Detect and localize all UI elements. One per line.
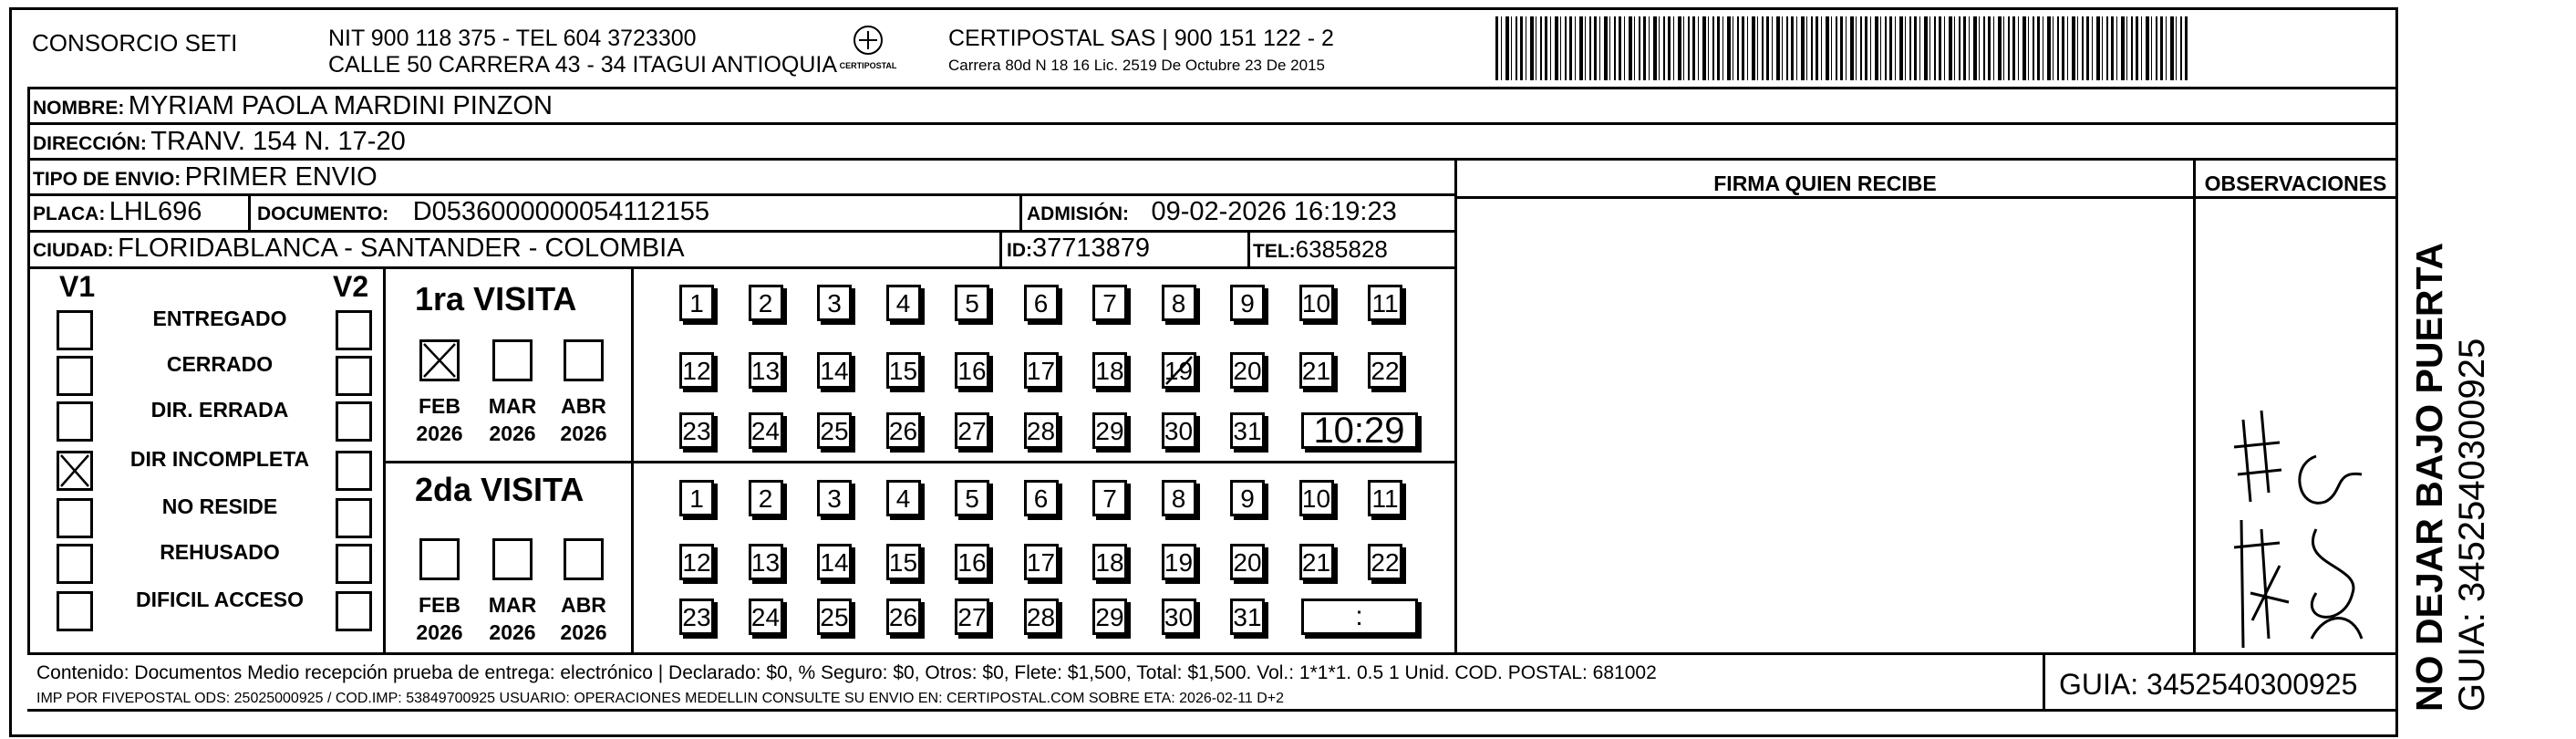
address-line: CALLE 50 CARRERA 43 - 34 ITAGUI ANTIOQUIA [328,52,838,78]
nombre-field: NOMBRE: MYRIAM PAOLA MARDINI PINZON [33,91,553,120]
v1-checkbox[interactable] [57,310,93,350]
day-box[interactable]: 3 [817,480,852,516]
year-label: 2026 [560,422,607,445]
time-box[interactable]: : [1301,598,1418,635]
day-box[interactable]: 27 [955,598,989,635]
day-box[interactable]: 24 [749,598,783,635]
day-box[interactable]: 8 [1162,480,1196,516]
day-box[interactable]: 29 [1092,412,1127,449]
month-label: MAR [488,593,537,617]
footer-contenido: Contenido: Documentos Medio recepción prueba de entrega: electrónico | Declarado: $0, % Seguro: $0, Otros: $0, Flete: $1,500, Total: $1,500. Vol.: 1*1*1. 0.5 1 Unid. COD. POSTAL: 681002 [36,662,1657,683]
day-box[interactable]: 30 [1162,412,1196,449]
month-checkbox[interactable] [419,339,460,381]
certipostal-logo: CERTIPOSTAL [832,24,905,78]
handwritten-observation [2225,383,2380,648]
day-box[interactable]: 28 [1024,412,1059,449]
day-box[interactable]: 18 [1092,544,1127,580]
day-box[interactable]: 5 [955,480,989,516]
day-box[interactable]: 6 [1024,480,1059,516]
day-box[interactable]: 19 [1162,544,1196,580]
v1-checkbox[interactable] [57,356,93,396]
documento-field: DOCUMENTO: D0536000000054112155 [257,197,709,226]
day-box[interactable]: 23 [679,412,714,449]
day-box[interactable]: 11 [1368,480,1402,516]
tel-field: TEL:6385828 [1253,235,1388,263]
day-box[interactable]: 31 [1230,412,1265,449]
day-box[interactable]: 30 [1162,598,1196,635]
v2-checkbox[interactable] [336,498,372,538]
day-box[interactable]: 12 [679,352,714,389]
second-visit-title: 2da VISITA [415,471,585,508]
day-box[interactable]: 21 [1299,544,1334,580]
day-box[interactable]: 17 [1024,544,1059,580]
day-box[interactable]: 1 [679,285,714,321]
status-label: DIFICIL ACCESO [135,588,304,611]
v2-label: V2 [333,270,369,303]
v1-checkbox[interactable] [57,401,93,442]
v2-checkbox[interactable] [336,591,372,631]
day-box[interactable]: 11 [1368,285,1402,321]
footer-guia: GUIA: 3452540300925 [2059,668,2358,701]
v2-checkbox[interactable] [336,356,372,396]
month-checkbox[interactable] [564,339,604,381]
status-label: CERRADO [166,352,274,376]
tipo-envio-field: TIPO DE ENVIO: PRIMER ENVIO [33,162,378,192]
nit-line: NIT 900 118 375 - TEL 604 3723300 [328,26,697,51]
day-box[interactable]: 29 [1092,598,1127,635]
month-label: FEB [419,593,460,617]
day-box[interactable]: 1 [679,480,714,516]
month-label: ABR [561,593,606,617]
day-box[interactable]: 16 [955,352,989,389]
first-visit-title: 1ra VISITA [415,280,577,317]
day-box[interactable]: 5 [955,285,989,321]
status-label: REHUSADO [160,540,280,564]
day-box[interactable]: 18 [1092,352,1127,389]
year-label: 2026 [489,422,536,445]
firma-header: FIRMA QUIEN RECIBE [1713,172,1937,195]
month-label: MAR [488,394,537,418]
firma-area[interactable] [1459,201,2188,648]
day-box[interactable]: 15 [886,544,921,580]
certipostal-sub: Carrera 80d N 18 16 Lic. 2519 De Octubre 23 De 2015 [948,57,1325,74]
year-label: 2026 [416,620,463,644]
status-label: DIR. ERRADA [150,398,289,422]
day-box[interactable]: 4 [886,285,921,321]
day-box[interactable]: 7 [1092,285,1127,321]
v2-checkbox[interactable] [336,544,372,584]
month-label: ABR [561,394,606,418]
day-box[interactable]: 4 [886,480,921,516]
month-checkbox[interactable] [564,538,604,580]
day-box[interactable]: 19 [1162,352,1196,389]
day-box[interactable]: 3 [817,285,852,321]
day-box[interactable]: 26 [886,598,921,635]
v1-label: V1 [59,270,96,303]
day-box[interactable]: 13 [749,544,783,580]
footer-imp: IMP POR FIVEPOSTAL ODS: 25025000925 / COD.IMP: 53849700925 USUARIO: OPERACIONES MEDELLIN CONSULTE SU ENVIO EN: CERTIPOSTAL.COM SOBRE ETA: 2026-02-11 D+2 [36,691,1285,706]
certipostal-line: CERTIPOSTAL SAS | 900 151 122 - 2 [948,26,1334,51]
month-checkbox[interactable] [492,339,533,381]
time-box[interactable]: 10:29 [1301,412,1418,449]
year-label: 2026 [416,422,463,445]
direccion-field: DIRECCIÓN: TRANV. 154 N. 17-20 [33,127,406,156]
day-box[interactable]: 25 [817,598,852,635]
v1-checkbox[interactable] [57,591,93,631]
day-box[interactable]: 2 [749,285,783,321]
day-box[interactable]: 28 [1024,598,1059,635]
day-box[interactable]: 13 [749,352,783,389]
day-box[interactable]: 9 [1230,285,1265,321]
year-label: 2026 [560,620,607,644]
day-box[interactable]: 17 [1024,352,1059,389]
day-box[interactable]: 7 [1092,480,1127,516]
day-box[interactable]: 22 [1368,352,1402,389]
day-box[interactable]: 23 [679,598,714,635]
v2-checkbox[interactable] [336,401,372,442]
day-box[interactable]: 14 [817,352,852,389]
day-box[interactable]: 14 [817,544,852,580]
status-label: NO RESIDE [161,494,278,518]
company-name: CONSORCIO SETI [32,29,238,57]
day-box[interactable]: 9 [1230,480,1265,516]
admision-field: ADMISIÓN: 09-02-2026 16:19:23 [1027,197,1397,226]
ciudad-field: CIUDAD: FLORIDABLANCA - SANTANDER - COLOMBIA [33,234,685,263]
v1-checkbox[interactable] [57,544,93,584]
v1-checkbox[interactable] [57,451,93,491]
day-box[interactable]: 2 [749,480,783,516]
v1-checkbox[interactable] [57,498,93,538]
observaciones-header: OBSERVACIONES [2204,172,2387,195]
status-label: ENTREGADO [152,307,287,330]
day-box[interactable]: 27 [955,412,989,449]
barcode [1495,16,2188,80]
id-field: ID:37713879 [1007,234,1151,263]
day-box[interactable]: 25 [817,412,852,449]
month-label: FEB [419,394,460,418]
day-box[interactable]: 31 [1230,598,1265,635]
day-box[interactable]: 20 [1230,352,1265,389]
day-box[interactable]: 10 [1299,480,1334,516]
day-box[interactable]: 20 [1230,544,1265,580]
day-box[interactable]: 15 [886,352,921,389]
month-checkbox[interactable] [492,538,533,580]
v2-checkbox[interactable] [336,451,372,491]
status-label: DIR INCOMPLETA [129,447,310,471]
side-notice: NO DEJAR BAJO PUERTA GUIA: 3452540300925 [2408,242,2492,712]
day-box[interactable]: 26 [886,412,921,449]
day-box[interactable]: 6 [1024,285,1059,321]
day-box[interactable]: 10 [1299,285,1334,321]
placa-field: PLACA: LHL696 [33,197,202,226]
day-box[interactable]: 21 [1299,352,1334,389]
month-checkbox[interactable] [419,538,460,580]
v2-checkbox[interactable] [336,310,372,350]
day-box[interactable]: 22 [1368,544,1402,580]
day-box[interactable]: 12 [679,544,714,580]
day-box[interactable]: 8 [1162,285,1196,321]
year-label: 2026 [489,620,536,644]
day-box[interactable]: 24 [749,412,783,449]
day-box[interactable]: 16 [955,544,989,580]
